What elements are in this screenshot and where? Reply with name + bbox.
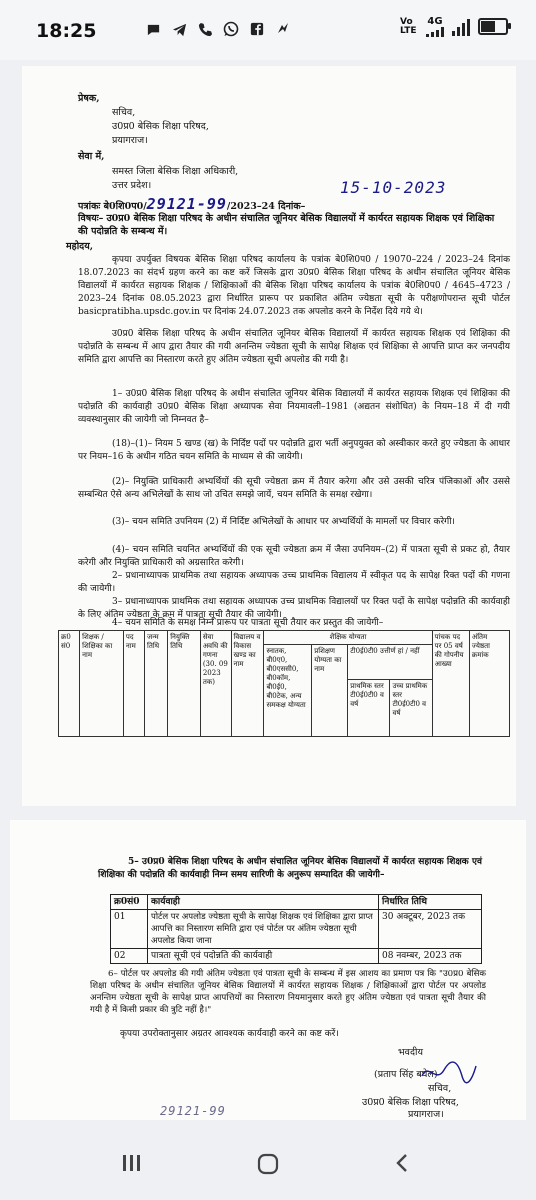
back-icon[interactable] (392, 1152, 414, 1178)
from-name: सचिव, (112, 107, 136, 118)
subject-text: उ0प्र0 बेसिक शिक्षा परिषद के अधीन संचालित जूनियर बेसिक विद्यालयों में कार्यरत सहायक शिक्षक एवं शिक्षिका की पदोन्नति के सम्बन्ध में। (78, 213, 495, 237)
sched-head-sno: क्र0सं0 (111, 895, 148, 910)
facebook-icon (249, 21, 265, 37)
home-icon[interactable] (256, 1152, 280, 1180)
col-edu: शैक्षिक योग्यता (264, 631, 432, 645)
paragraph-2: उ0प्र0 बेसिक शिक्षा परिषद के अधीन संचालित जूनियर बेसिक विद्यालयों में कार्यरत सहायक शिक्षक एवं शिक्षिका की पदोन्नति के सम्बन्ध में आप द्वारा तैयार की गयी अनन्तिम ज्येष्ठता सूची के सापेक्ष शिक्षक एवं शिक्षिका से आपत्ति प्राप्त कर जनपदीय समिति द्वारा आपत्ति का निस्तारण करते हुए अंतिम ज्येष्ठता सूची अपलोड की गयी है। (78, 329, 510, 365)
paragraph-4: (18)–(1)– नियम 5 खण्ड (ख) के निर्दिष्ट पदों पर पदोन्नति द्वारा भर्ती अनुपयुक्त को अस्वीकार करते हुए ज्येष्ठता के आधार पर नियम–16 के अधीन गठित चयन समिति के माध्यम से की जायेगी। (78, 439, 510, 462)
paragraph-7: (4)– चयन समिति चयनित अभ्यर्थियों की एक सूची ज्येष्ठता क्रम में जैसा उपनियम–(2) में पात्रता सूची से प्रकट हो, तैयार करेगी और नियुक्ति प्राधिकारी को अग्रसारित करेगी। (78, 545, 510, 568)
reference-line (78, 195, 306, 213)
paragraph-1: कृपया उपर्युक्त विषयक बेसिक शिक्षा परिषद कार्यालय के पत्रांक बे0शि0प0 / 19070–224 / 2023–24 दिनांक 18.07.2023 का संदर्भ ग्रहण करने का कष्ट करें जिसके द्वारा उ0प्र0 बेसिक शिक्षा परिषद के अधीन संचालित जूनियर बेसिक विद्यालयों में कार्यरत सहायक शिक्षक / शिक्षिकाओं की बेसिक शिक्षा परिषद कार्यालय के पत्रांक बे0शि0प0 / 4645–4723 / 2023–24 दिनांक 08.05.2023 द्वारा निर्धारित प्रारूप पर प्रकाशित अंतिम ज्येष्ठता सूची के परीक्षणोपरान्त सूची पोर्टल basicpratibha.upsdc.gov.in पर दिनांक 24.07.2023 तक अपलोड करने के निर्देश दिये गये थे। (78, 255, 510, 317)
to-name: समस्त जिला बेसिक शिक्षा अधिकारी, (112, 166, 239, 177)
sched-cell: पात्रता सूची एवं पदोन्नति की कार्यवाही (148, 949, 379, 964)
from-org: उ0प्र0 बेसिक शिक्षा परिषद, (112, 121, 209, 132)
table-row (111, 949, 482, 964)
paragraph-3: 1– उ0प्र0 बेसिक शिक्षा परिषद के अधीन संचालित जूनियर बेसिक विद्यालयों में कार्यरत सहायक शिक्षक एवं शिक्षिका की पदोन्नति की कार्यवाही उ0प्र0 बेसिक शिक्षा अध्यापक सेवा नियमावली–1981 (अद्यतन संशोधित) के नियम–18 में दी गयी व्यवस्थानुसार की जायेगी जो निम्नवत है– (78, 389, 510, 425)
navigation-bar (0, 1128, 536, 1200)
col-sno: क्र0 सं0 (59, 631, 80, 737)
col-degree: स्नातक, बी0ए0, बी0एससी0, बी0कॉम, बी0ई0, बी0टेक, अन्य समकक्ष योग्यता (264, 645, 312, 737)
ref-handwritten: 29121-99 (146, 195, 227, 213)
col-tet-primary: प्राथमिक स्तर टी0ई0टी0 व वर्ष (348, 680, 390, 737)
status-time: 18:25 (36, 20, 97, 42)
from-city: प्रयागराज। (112, 135, 148, 146)
app-icon (275, 21, 291, 37)
paragraph-9: 3– प्रधानाध्यापक प्राथमिक तथा सहायक अध्यापक उच्च प्राथमिक विद्यालयों पर रिक्त पदों के सापेक्ष पदोन्नति की कार्यवाही के लिए अंतिम ज्येष्ठता के क्रम में पात्रता सूची तैयार की जायेगी। (78, 597, 510, 620)
salutation: महोदय, (66, 241, 94, 252)
subject-label: विषयः– (78, 213, 104, 224)
letter-page-2 (10, 820, 526, 1120)
status-bar (0, 0, 536, 60)
system-indicators (400, 16, 508, 37)
sched-head-date: निर्धारित तिथि (379, 895, 482, 910)
volte-indicator: Vo LTE (400, 16, 417, 36)
date-handwritten: 15-10-2023 (340, 178, 447, 197)
sched-cell: 01 (111, 910, 148, 949)
page2-paragraph-6: 6– पोर्टल पर अपलोड की गयी अंतिम ज्येष्ठता एवं पात्रता सूची के सम्बन्ध में इस आशय का प्रमाण पत्र कि "उ0प्र0 बेसिक शिक्षा परिषद के अधीन संचालित जूनियर बेसिक विद्यालयों में कार्यरत सहायक शिक्षक / शिक्षिकाओं द्वारा पोर्टल पर अपलोड अनन्तिम ज्येष्ठता सूची के सापेक्ष प्राप्त आपत्तियों का निस्तारण नियमानुसार करते हुए अंतिम ज्येष्ठता एवं पात्रता सूची तैयार की गयी है में किसी प्रकार की त्रुटि नहीं है।" (90, 969, 486, 1015)
sign-close: भवदीय (398, 1047, 423, 1058)
letter-page-1 (22, 66, 516, 806)
signal-bars-icon (426, 27, 444, 37)
schedule-table (110, 894, 482, 964)
telegram-icon (171, 21, 187, 37)
subject (78, 212, 506, 238)
paragraph-6: (3)– चयन समिति उपनियम (2) में निर्दिष्ट अभिलेखों के आधार पर अभ्यर्थियों के मामलों पर विचार करेगी। (112, 517, 455, 527)
col-confidential: पांचक पद पर 05 वर्ष की गोपनीय आख्या (432, 631, 469, 737)
paragraph-8: 2– प्रधानाध्यापक प्राथमिक तथा सहायक अध्यापक उच्च प्राथमिक विद्यालय में स्वीकृत पद के सापेक्ष रिक्त पदों की गणना की जायेगी। (78, 571, 510, 594)
whatsapp-icon (223, 21, 239, 37)
recents-icon[interactable] (120, 1152, 142, 1178)
sched-cell: पोर्टल पर अपलोड ज्येष्ठता सूची के सापेक्ष शिक्षक एवं शिक्षिका द्वारा प्राप्त आपत्ति का निस्तारण समिति द्वारा एवं पोर्टल पर अंतिम ज्येष्ठता सूची अपलोड किया जाना (148, 910, 379, 949)
col-school: विद्यालय व विकास खण्ड का नाम (231, 631, 264, 737)
col-post: पद नाम (123, 631, 144, 737)
signal-bars-icon-2 (452, 18, 470, 36)
sign-org: उ0प्र0 बेसिक शिक्षा परिषद, (362, 1097, 459, 1108)
sign-name: (प्रताप सिंह बघेल) (374, 1069, 438, 1080)
sign-title: सचिव, (428, 1083, 452, 1094)
from-label: प्रेषक, (78, 93, 100, 104)
col-training: प्रशिक्षण योग्यता का नाम (312, 645, 348, 737)
page2-paragraph-7: कृपया उपरोक्तानुसार अग्रतर आवश्यक कार्यवाही करने का कष्ट करें। (120, 1029, 339, 1039)
page2-paragraph-5: 5– उ0प्र0 बेसिक शिक्षा परिषद के अधीन संचालित जूनियर बेसिक विद्यालयों में कार्यरत सहायक शिक्षक एवं शिक्षिका की पदोन्नति की कार्यवाही निम्न समय सारिणी के अनुरूप सम्पादित की जायेगी– (98, 857, 482, 880)
sched-cell: 30 अक्टूबर, 2023 तक (379, 910, 482, 949)
ref-prefix: पत्रांकः बे0शि0प0/ (78, 201, 147, 212)
eligibility-table (58, 630, 510, 737)
paragraph-10: 4– चयन समिति के समक्ष निम्न प्रारूप पर पात्रता सूची तैयार कर प्रस्तुत की जायेगी– (112, 618, 384, 628)
col-tet-pass: टी0ई0टी0 उत्तीर्ण हां / नहीं (348, 645, 432, 680)
sched-cell: 02 (111, 949, 148, 964)
battery-icon (478, 18, 508, 35)
signal-group (426, 16, 444, 37)
phone-icon (197, 21, 213, 37)
footer-handwritten: 29121-99 (160, 1104, 226, 1118)
sign-city: प्रयागराज। (408, 1109, 444, 1120)
network-type: 4G (427, 16, 443, 27)
table-row (111, 910, 482, 949)
col-tet-upper: उच्च प्राथमिक स्तर टी0ई0टी0 व वर्ष (390, 680, 432, 737)
paragraph-5: (2)– नियुक्ति प्राधिकारी अभ्यर्थियों की सूची ज्येष्ठता क्रम में तैयार करेगा और उसे उसकी चरित्र पंजिकाओं और उससे सम्बन्धित ऐसे अन्य अभिलेखों के साथ जो उचित समझे जायें, चयन समिति के समक्ष रखेगा। (78, 477, 510, 500)
sched-cell: 08 नवम्बर, 2023 तक (379, 949, 482, 964)
col-service: सेवा अवधि की गणना (30. 09 2023 तक) (200, 631, 231, 737)
ref-suffix: /2023–24 दिनांक– (226, 201, 306, 212)
col-appoint: नियुक्ति तिथि (168, 631, 201, 737)
to-label: सेवा में, (78, 151, 105, 162)
sched-head-action: कार्यवाही (148, 895, 379, 910)
to-state: उत्तर प्रदेश। (112, 180, 152, 191)
chat-bubble-icon (145, 21, 161, 37)
col-dob: जन्म तिथि (145, 631, 168, 737)
notification-icons (145, 21, 291, 37)
col-final-seniority: अंतिम ज्येष्ठता क्रमांक (469, 631, 509, 737)
col-name: शिक्षक / शिक्षिका का नाम (80, 631, 124, 737)
